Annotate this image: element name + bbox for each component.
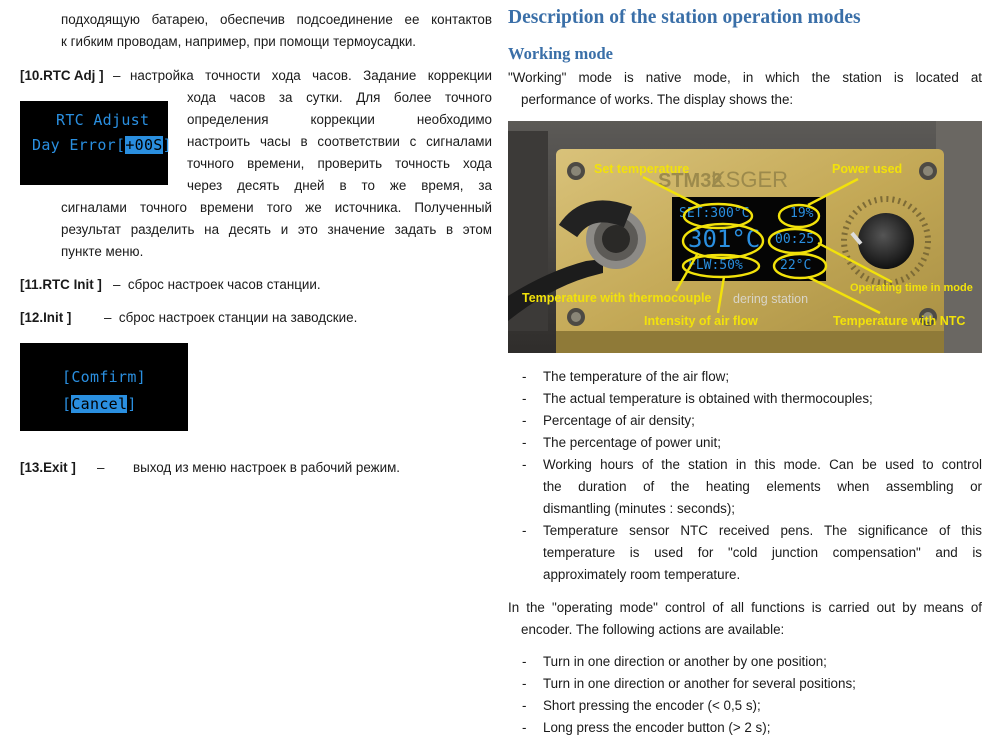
lcd-bracket: ] [162,136,172,154]
lcd-confirm-menu [20,343,188,431]
list-dash: - [522,457,527,472]
list-item [522,454,982,520]
rtc-adj-text-line8: результат разделить на десять и это значение задать в этом [61,222,492,237]
list-item [522,410,982,432]
list-dash: - [522,435,527,450]
photo-label-operating-time: Operating time in mode [850,282,973,294]
photo-label-ntc: Temperature with NTC [833,314,966,328]
photo-label-thermocouple: Temperature with thermocouple [522,291,712,305]
battery-paragraph-line1: подходящую батарею, обеспечив подсоединение ее контактов [61,12,492,27]
intro-line1: "Working" mode is native mode, in which the station is located at [508,70,982,85]
list-dash: - [522,391,527,406]
intro-line2: performance of works. The display shows the: [521,92,794,107]
operating-line2: encoder. The following actions are available: [521,622,785,637]
lcd-confirm-option: [Comfirm] [62,368,146,386]
rtc-adj-text-line9: пункте меню. [61,244,144,259]
list-item [522,651,982,673]
list-dash: - [522,676,527,691]
rtc-init-text: – сброс настроек часов станции. [113,277,321,292]
lcd-day-error-value: +00S [125,136,163,154]
list-item-text: temperature is used for "cold junction compensation" and is [543,545,982,560]
photo-model-text: STM32 [658,170,723,192]
list-item-text: approximately room temperature. [543,567,741,582]
rtc-adj-text-line4: настроить часы в соответствии с сигналами [187,134,492,149]
photo-screen-temp: 301°C [688,225,761,253]
list-item [522,388,982,410]
rtc-adj-text-line2: хода часов за сутки. Для более точного [187,90,492,105]
list-item-text: Percentage of air density; [543,413,695,428]
station-photo [508,121,982,353]
lcd-day-error-label: Day Error[ [32,136,126,154]
init-text: – сброс настроек станции на заводские. [104,310,358,325]
photo-screen-ntc: 22°C [780,258,812,273]
photo-screen-time: 00:25 [775,232,815,247]
list-item-text: the duration of the heating elements when assembling or [543,479,982,494]
list-item-text: Temperature sensor NTC received pens. The significance of this [543,523,982,538]
exit-text: выход из меню настроек в рабочий режим. [133,460,401,475]
lcd-bracket-close: ] [127,395,137,413]
list-item-text: The actual temperature is obtained with thermocouples; [543,391,873,406]
right-column [508,0,986,750]
list-item-text: Long press the encoder button (> 2 s); [543,720,771,735]
photo-screen-power: 19% [790,206,814,221]
list-dash: - [522,523,527,538]
actions-list [522,651,982,739]
list-dash: - [522,698,527,713]
menu-key-rtc-init: [11.RTC Init ] [20,277,102,292]
lcd-bracket-open: [ [62,395,72,413]
list-item-text: The temperature of the air flow; [543,369,730,384]
photo-label-station: dering station [733,292,809,306]
list-dash: - [522,720,527,735]
list-item [522,695,982,717]
menu-key-init: [12.Init ] [20,310,72,325]
rtc-adj-text-line5: точного времени, проверить точность хода [187,156,492,171]
section-subtitle: Working mode [508,44,613,63]
lcd-cancel-line [62,395,137,413]
list-dash: - [522,654,527,669]
list-item [522,366,982,388]
photo-label-power-used: Power used [832,162,903,176]
list-item-text: Working hours of the station in this mode. Can be used to control [543,457,982,472]
list-item [522,520,982,586]
list-item-text: Turn in one direction or another for several positions; [543,676,856,691]
menu-dash-exit: – [97,460,105,475]
rtc-adj-text-line6: через десять дней в то же время, за [187,178,492,193]
list-item [522,673,982,695]
list-dash: - [522,413,527,428]
section-title: Description of the station operation modes [508,7,861,28]
photo-screen-set: SET:300°C [679,206,750,221]
menu-key-rtc-adj: [10.RTC Adj ] [20,68,104,83]
lcd-rtc-title: RTC Adjust [56,111,150,129]
menu-key-exit: [13.Exit ] [20,460,76,475]
list-item [522,717,982,739]
station-photo-svg [508,121,982,353]
list-item-text: dismantling (minutes : seconds); [543,501,736,516]
list-item-text: Turn in one direction or another by one position; [543,654,827,669]
menu-dash-rtc-adj: – [113,68,121,83]
rtc-adj-text-line3: определения коррекции необходимо [187,112,492,127]
rtc-adj-text-line1: настройка точности хода часов. Задание коррекции [130,68,492,83]
lcd-rtc-adjust [20,101,172,185]
list-item-text: Short pressing the encoder (< 0,5 s); [543,698,761,713]
photo-label-set-temperature: Set temperature [594,162,690,176]
photo-screen-flow: FLW:50% [688,258,743,273]
lcd-cancel-option: Cancel [71,395,128,413]
list-item-text: The percentage of power unit; [543,435,721,450]
photo-brand-text: KSGER [711,167,789,192]
rtc-adj-text-line7: сигналами точного времени того же источника. Полученный [61,200,492,215]
list-dash: - [522,369,527,384]
lcd-day-error-line [32,136,172,154]
battery-paragraph-line2: к гибким проводам, например, при помощи термоусадки. [61,34,417,49]
photo-label-air-flow: Intensity of air flow [644,314,758,328]
display-items-list [522,366,982,586]
list-item [522,432,982,454]
operating-line1: In the "operating mode" control of all functions is carried out by means of [508,600,982,615]
